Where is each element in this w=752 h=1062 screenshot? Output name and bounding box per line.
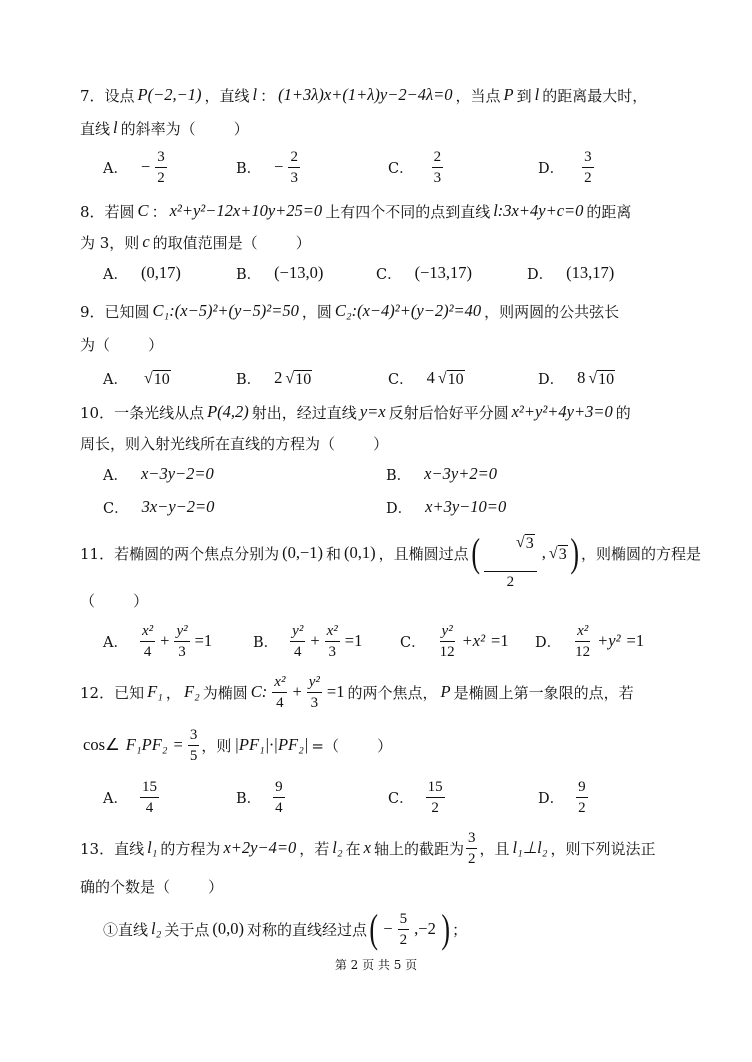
option-fraction [290, 622, 305, 661]
fraction-numerator: x² [325, 622, 340, 642]
fraction-numerator: 9 [576, 778, 588, 798]
right-parenthesis: ) [441, 906, 450, 951]
q13-variable: x [363, 838, 371, 857]
fraction-numerator: y² [290, 622, 305, 642]
q8-text: 的距离 [586, 202, 632, 221]
fraction-denominator: 2 [578, 799, 586, 816]
option-fraction [325, 622, 340, 661]
q13-origin: (0,0) [212, 919, 244, 938]
option-value: (−13,0) [274, 263, 324, 282]
q7-text: ，当点 [455, 86, 501, 105]
intercept-fraction [466, 829, 478, 868]
option-label: D． [535, 634, 562, 651]
fraction-numerator: 2 [432, 148, 444, 168]
q12-answer-blank: =（ ） [311, 736, 393, 755]
option-value: (13,17) [566, 263, 615, 282]
q12-option-a [103, 772, 161, 822]
cos-angle: cos∠ [83, 735, 120, 754]
option-label: D． [538, 790, 565, 807]
fraction-numerator: 3 [188, 726, 200, 746]
q7-text: 的距离最大时， [542, 86, 648, 105]
q8-text: 上有四个不同的点到直线 [325, 202, 491, 221]
fraction-denominator: 3 [310, 694, 319, 711]
q12-product: |PF₁|·|PF₂| [234, 735, 309, 754]
q13-line-name: l₂ [332, 838, 343, 857]
q11-text: ，则椭圆的方程是 [581, 544, 702, 563]
q10-point: P(4,2) [207, 402, 249, 421]
fraction-numerator: x² [575, 622, 590, 642]
q8-variable: C [137, 201, 149, 220]
q11-options [0, 616, 752, 666]
left-parenthesis: ( [471, 530, 480, 575]
option-label: C． [400, 634, 426, 651]
fraction-denominator: 2 [431, 799, 439, 816]
left-parenthesis: ( [369, 906, 378, 951]
option-label: B． [236, 160, 262, 177]
radicand: 3 [525, 535, 534, 552]
fraction-denominator: 2 [467, 850, 476, 867]
fraction-numerator: y² [174, 622, 189, 642]
right-parenthesis: ) [570, 530, 579, 575]
ellipse-fraction [272, 673, 287, 712]
q7-variable: l [113, 118, 118, 137]
q11-option-d [535, 616, 647, 666]
fraction-denominator: 2 [399, 931, 408, 948]
q7-text: 7．设点 [80, 86, 135, 105]
fraction-numerator: 3 [155, 148, 167, 168]
option-label: C． [388, 160, 414, 177]
q13-text: 确的个数是（ ） [80, 877, 224, 896]
q12-option-b [236, 772, 287, 822]
fraction-denominator: 4 [293, 643, 302, 660]
option-label: C． [376, 266, 402, 283]
minus-sign: − [383, 919, 393, 938]
option-label: C． [388, 790, 414, 807]
fraction-numerator: x² [272, 673, 287, 693]
q9-text: ，则两圆的公共弦长 [484, 302, 620, 321]
radicand: 3 [558, 545, 567, 563]
square-root [438, 369, 465, 388]
fraction-denominator: 5 [189, 747, 198, 764]
q12-equals: =1 [326, 682, 345, 701]
q8-circle-equation: x²+y²−12x+10y+25=0 [169, 201, 323, 220]
option-value: x−3y−2=0 [140, 464, 214, 483]
option-fraction [288, 148, 300, 187]
q10-text: 反射后恰好平分圆 [388, 403, 509, 422]
q12-option-c [388, 772, 447, 822]
fraction-numerator: 5 [398, 910, 410, 930]
q9-text: 为（ ） [80, 335, 164, 354]
option-value: x−3y+2=0 [424, 464, 497, 483]
fraction-denominator: 4 [275, 799, 283, 816]
square-root [285, 369, 312, 388]
q13-text: 轴上的截距为 [373, 839, 464, 858]
fraction-numerator: y² [307, 673, 322, 693]
q8-text: 8．若圆 [80, 202, 135, 221]
q11-option-c [400, 616, 512, 666]
q10-text: 射出，经过直线 [251, 403, 357, 422]
q7-text: 的斜率为（ ） [120, 119, 249, 138]
q7-option-a [103, 142, 169, 192]
page-number-footer: 第 2 页 共 5 页 [334, 958, 418, 972]
fraction-denominator: 3 [290, 169, 298, 186]
q12-text: 是椭圆上第一象限的点，若 [453, 683, 634, 702]
radicand: 10 [598, 370, 615, 388]
fraction-denominator: 4 [145, 799, 154, 816]
q13-line-equation: x+2y−4=0 [223, 838, 297, 857]
option-fraction [140, 622, 155, 661]
q9-circle-1: C₁:(x−5)²+(y−5)²=50 [152, 301, 299, 320]
q7-text: ，直线 [204, 86, 250, 105]
q7-text: 到 [516, 86, 532, 105]
q11-text: 11．若椭圆的两个焦点分别为 [80, 544, 280, 563]
q8-text: ： [151, 202, 167, 221]
q7-line-equation: (1+3λ)x+(1+λ)y−2−4λ=0 [278, 85, 453, 104]
q13-line-name: l₁ [147, 838, 158, 857]
point-y: ,−2 [414, 919, 436, 938]
option-fraction [174, 622, 189, 661]
option-fraction [155, 148, 167, 187]
q12-ellipse-name: C: [250, 682, 268, 701]
option-coefficient: 2 [274, 368, 283, 387]
option-label: D． [538, 371, 565, 388]
option-equals: =1 [491, 631, 509, 650]
option-equals: =1 [194, 631, 213, 650]
option-label: A． [103, 371, 128, 388]
option-label: A． [103, 160, 128, 177]
fraction-numerator: 9 [273, 778, 285, 798]
q8-line-equation: l:3x+4y+c=0 [493, 201, 584, 220]
q13-text: 13．直线 [80, 839, 145, 858]
option-operator: + [160, 631, 170, 650]
q7-option-d [538, 142, 596, 192]
q13-text: ①直线 [103, 920, 149, 939]
q10-option-c [103, 482, 217, 532]
option-equals: =1 [344, 631, 363, 650]
option-equals: =1 [626, 631, 645, 650]
plus-sign: + [292, 682, 302, 701]
fraction-numerator [484, 515, 537, 572]
q10-options-row-2 [0, 482, 752, 532]
q12-focus-2: F₂ [183, 682, 200, 701]
q8-text: 为 3，则 [80, 233, 140, 252]
q10-text: 周长，则入射光线所在直线的方程为（ ） [80, 434, 389, 453]
option-coefficient: 8 [577, 368, 586, 387]
q13-text: ，则下列说法正 [550, 839, 656, 858]
q11-focus-1: (0,−1) [282, 543, 324, 562]
option-label: D． [538, 160, 565, 177]
option-label: B． [386, 467, 412, 484]
q8-text: 的取值范围是（ ） [152, 233, 311, 252]
q12-focus-1: F₁ [147, 682, 163, 701]
q7-options [0, 142, 752, 192]
option-label: B． [236, 790, 262, 807]
option-fraction [432, 148, 444, 187]
option-coefficient: 4 [426, 368, 435, 387]
q7-text: 直线 [80, 119, 111, 138]
fraction-numerator: 15 [426, 778, 445, 798]
q11-answer-blank: （ ） [80, 591, 149, 610]
fraction-numerator: 2 [288, 148, 300, 168]
q11-option-b [253, 616, 365, 666]
square-root [588, 369, 615, 388]
option-label: D． [527, 266, 554, 283]
q13-statement-1 [103, 904, 467, 954]
fraction-numerator: 15 [140, 778, 159, 798]
q12-text: 12．已知 [80, 683, 145, 702]
fraction-denominator: 3 [178, 643, 186, 660]
q12-options [0, 772, 752, 822]
option-sign: − [274, 157, 284, 176]
radical-sign: √ [548, 544, 558, 562]
q7-point: P(−2,−1) [137, 85, 202, 104]
fraction-denominator: 3 [328, 643, 336, 660]
q7-variable: P [503, 85, 514, 104]
fraction-denominator: 12 [439, 643, 455, 660]
option-fraction [273, 778, 285, 817]
q10-mirror-line: y=x [359, 402, 386, 421]
radicand: 10 [295, 370, 312, 388]
q13-text: 的方程为 [160, 839, 221, 858]
option-fraction [140, 778, 159, 817]
q13-text: ，若 [299, 839, 330, 858]
fraction-denominator: 2 [584, 169, 592, 186]
point-y-square-root [549, 544, 568, 563]
option-label: C． [103, 500, 129, 517]
option-label: A． [103, 634, 128, 651]
equals-sign: = [173, 735, 183, 754]
cos-value-fraction [188, 726, 200, 765]
option-value: (−13,17) [414, 263, 473, 282]
radical-sign: √ [143, 369, 153, 387]
q13-text: 在 [345, 839, 361, 858]
fraction-numerator: y² [440, 622, 455, 642]
q13-perpendicular: l₁⊥l₂ [512, 838, 548, 857]
option-label: B． [253, 634, 279, 651]
square-root [516, 533, 535, 552]
option-label: B． [236, 266, 262, 283]
fraction-numerator: x² [140, 622, 155, 642]
fraction-numerator: 3 [466, 829, 478, 849]
q13-line-name: l₂ [151, 919, 162, 938]
option-label: C． [388, 371, 414, 388]
q10-text: 的 [615, 403, 631, 422]
radical-sign: √ [437, 369, 447, 387]
q11-line-1 [80, 528, 702, 590]
radical-sign: √ [588, 369, 598, 387]
q7-variable: l [252, 85, 258, 104]
q7-variable: l [534, 85, 540, 104]
radicand: 10 [447, 370, 464, 388]
option-sign: − [140, 157, 151, 176]
q11-option-a [103, 616, 215, 666]
q10-text: 10．一条光线从点 [80, 403, 205, 422]
q9-text: 9．已知圆 [80, 302, 150, 321]
point-x-fraction [484, 515, 537, 591]
option-value: x+3y−10=0 [425, 497, 507, 516]
q12-text: ， [165, 683, 181, 702]
q12-text: 的两个焦点， [347, 683, 438, 702]
option-fraction [438, 622, 457, 661]
option-fraction [582, 148, 594, 187]
fraction-denominator: 4 [276, 694, 284, 711]
square-root [144, 369, 171, 388]
q7-option-c [388, 142, 445, 192]
q9-text: ，圆 [301, 302, 332, 321]
option-label: D． [386, 500, 413, 517]
option-term: +x² [461, 631, 486, 650]
q12-text: ，则 [201, 736, 232, 755]
option-label: A． [103, 266, 128, 283]
option-label: A． [103, 790, 128, 807]
option-fraction [426, 778, 445, 817]
option-value: (0,17) [140, 263, 181, 282]
radical-sign: √ [285, 369, 295, 387]
option-label: A． [103, 467, 128, 484]
option-operator: + [310, 631, 320, 650]
radical-sign: √ [516, 534, 525, 551]
fraction-denominator: 2 [157, 169, 165, 186]
ellipse-fraction [307, 673, 322, 712]
option-value: 3x−y−2=0 [141, 497, 215, 516]
q7-option-b [236, 142, 302, 192]
q12-line-2 [80, 720, 392, 770]
q12-point: P [440, 682, 451, 701]
point-x-fraction [398, 910, 410, 949]
q12-line-1 [80, 667, 634, 717]
q9-circle-2: C₂:(x−4)²+(y−2)²=40 [334, 301, 482, 320]
q13-text: ； [452, 920, 468, 939]
q10-circle-equation: x²+y²+4y+3=0 [511, 402, 613, 421]
fraction-denominator: 12 [575, 643, 591, 660]
q12-option-d [538, 772, 590, 822]
q8-variable: c [142, 232, 150, 251]
fraction-numerator: 3 [582, 148, 594, 168]
option-term: +y² [597, 631, 621, 650]
option-fraction [576, 778, 588, 817]
option-fraction [573, 622, 592, 661]
radicand: 10 [153, 370, 170, 388]
point-comma: , [541, 543, 546, 562]
q13-text: ，且 [479, 839, 510, 858]
q13-text: 关于点 [164, 920, 210, 939]
q12-text: 为椭圆 [202, 683, 248, 702]
fraction-denominator: 3 [433, 169, 442, 186]
q11-text: ，且椭圆过点 [378, 544, 469, 563]
fraction-denominator: 2 [506, 574, 515, 590]
fraction-denominator: 4 [143, 643, 152, 660]
option-label: B． [236, 371, 262, 388]
q11-focus-2: (0,1) [344, 543, 376, 562]
q7-text: ： [260, 86, 276, 105]
q11-text: 和 [326, 544, 342, 563]
angle-name: F₁PF₂ [125, 735, 168, 754]
q13-text: 对称的直线经过点 [246, 920, 367, 939]
